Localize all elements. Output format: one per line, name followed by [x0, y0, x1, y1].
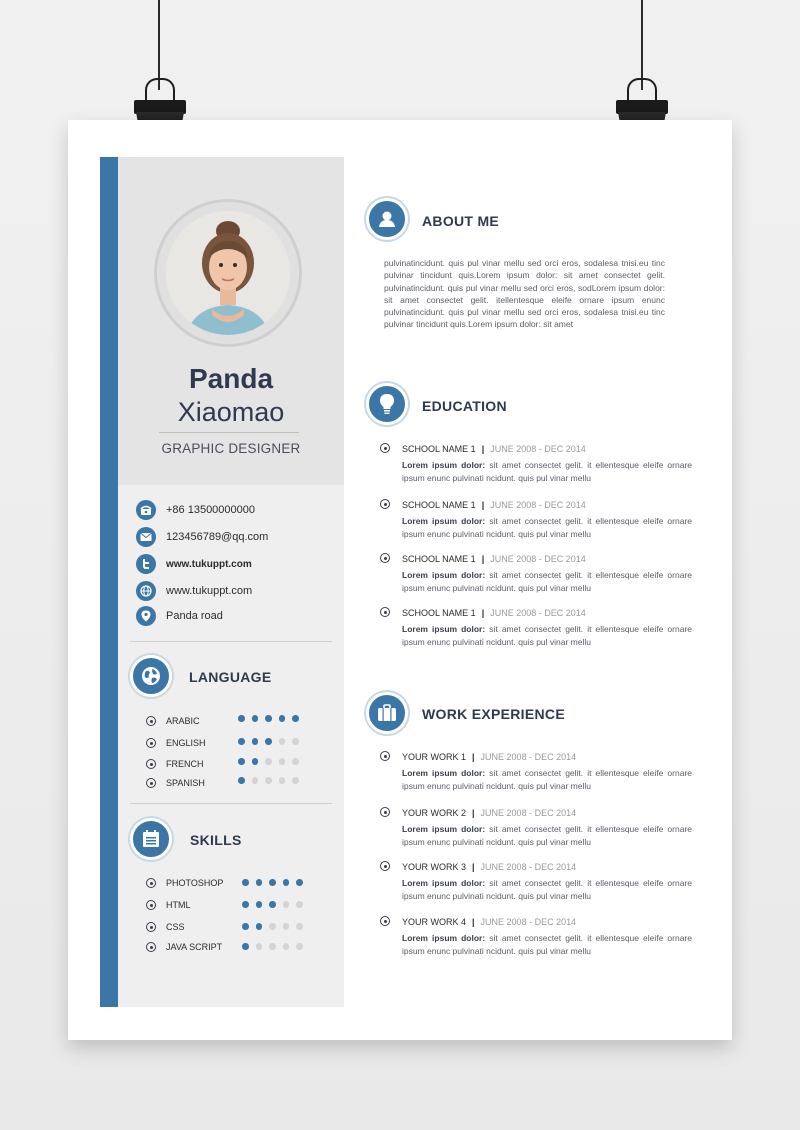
- bullet-icon: [380, 499, 390, 509]
- separator: |: [481, 444, 485, 454]
- education-entry: [402, 553, 692, 594]
- entry-lead: Lorem ipsum dolor:: [402, 570, 486, 580]
- rating-dot-filled: [292, 715, 299, 722]
- about-text: pulvinatincidunt. quis pul vinar mellu sed orci eros, sodalesa tnisi.eu tinc pulvinar tincidunt quis.Lorem ipsum dolor: sit amet consectet gelit. pulvinatincidunt. quis pul vinar mellu sed orci eros, sodLorem ipsum dolor: sit amet consectet gelit. itellentesque eleife ornare ipsum enunc pulvinatincidunt. quis pul vinar mellu sed orci eros, sodalesa tnisi.eu tinc pulvinar tincidunt quis.Lorem ipsum dolor: sit amet: [384, 258, 665, 330]
- rating-dot-filled: [242, 879, 249, 886]
- bullet-icon: [146, 878, 156, 888]
- separator: |: [481, 608, 485, 618]
- language-label: ARABIC: [166, 716, 200, 726]
- bullet-icon: [380, 807, 390, 817]
- skill-item: [146, 940, 236, 954]
- entry-text: sit amet consectet gelit. it ellentesque eleife ornare ipsum enunc pulvinati ncidunt. quis pul vinar mellu: [402, 878, 692, 901]
- skill-rating: [242, 923, 303, 930]
- separator: |: [472, 862, 475, 872]
- rating-dot-filled: [238, 777, 245, 784]
- language-item: [146, 736, 236, 750]
- entry-name: YOUR WORK 3: [402, 862, 467, 872]
- rating-dot-empty: [256, 943, 263, 950]
- rating-dot-filled: [238, 758, 245, 765]
- language-rating: [238, 777, 299, 784]
- skill-label: CSS: [166, 922, 185, 932]
- contact-phone: [136, 500, 255, 520]
- skills-section-icon: [130, 818, 172, 860]
- skill-label: JAVA SCRIPT: [166, 942, 223, 952]
- separator: |: [472, 917, 475, 927]
- rating-dot-empty: [292, 738, 299, 745]
- contact-text: www.tukuppt.com: [166, 585, 253, 597]
- phone-icon: [136, 500, 156, 520]
- entry-lead: Lorem ipsum dolor:: [402, 933, 486, 943]
- language-title: LANGUAGE: [189, 669, 272, 685]
- rating-dot-empty: [292, 777, 299, 784]
- entry-name: SCHOOL NAME 1: [402, 554, 476, 564]
- language-rating: [238, 715, 299, 722]
- bullet-icon: [146, 778, 156, 788]
- contact-text: Panda road: [166, 610, 223, 622]
- bullet-icon: [380, 916, 390, 926]
- education-entry: [402, 499, 692, 540]
- rating-dot-filled: [238, 715, 245, 722]
- accent-stripe: [100, 157, 118, 1007]
- lightbulb-icon: [378, 393, 396, 415]
- rating-dot-filled: [265, 738, 272, 745]
- rating-dot-empty: [265, 758, 272, 765]
- about-title: ABOUT ME: [422, 213, 500, 229]
- briefcase-icon: [377, 704, 397, 722]
- rating-dot-filled: [256, 879, 263, 886]
- separator: |: [481, 500, 485, 510]
- entry-lead: Lorem ipsum dolor:: [402, 460, 486, 470]
- entry-text: sit amet consectet gelit. it ellentesque eleife ornare ipsum enunc pulvinati ncidunt. quis pul vinar mellu: [402, 516, 692, 539]
- bullet-icon: [146, 900, 156, 910]
- language-section-icon: [130, 655, 172, 697]
- entry-date: JUNE 2008 - DEC 2014: [480, 808, 577, 818]
- rating-dot-empty: [296, 923, 303, 930]
- bullet-icon: [146, 738, 156, 748]
- entry-text: sit amet consectet gelit. it ellentesque eleife ornare ipsum enunc pulvinati ncidunt. quis pul vinar mellu: [402, 768, 692, 791]
- work-entry: [402, 807, 692, 848]
- education-entry: [402, 443, 692, 484]
- work-entry: [402, 861, 692, 902]
- bullet-icon: [380, 607, 390, 617]
- bullet-icon: [146, 716, 156, 726]
- language-rating: [238, 738, 299, 745]
- separator: |: [472, 752, 475, 762]
- globe-icon: [140, 665, 162, 687]
- entry-date: JUNE 2008 - DEC 2014: [490, 500, 586, 510]
- divider: [130, 641, 332, 642]
- sidebar: [118, 157, 344, 1007]
- about-section-icon: [366, 198, 408, 240]
- language-label: SPANISH: [166, 778, 205, 788]
- email-icon: [136, 527, 156, 547]
- rating-dot-filled: [256, 923, 263, 930]
- entry-lead: Lorem ipsum dolor:: [402, 824, 486, 834]
- divider: [159, 432, 299, 433]
- rating-dot-filled: [296, 879, 303, 886]
- separator: |: [481, 554, 485, 564]
- rating-dot-empty: [269, 943, 276, 950]
- bullet-icon: [380, 553, 390, 563]
- contact-address: [136, 606, 223, 626]
- contact-text: 123456789@qq.com: [166, 531, 269, 543]
- rating-dot-filled: [283, 879, 290, 886]
- language-rating: [238, 758, 299, 765]
- entry-name: SCHOOL NAME 1: [402, 444, 476, 454]
- rating-dot-filled: [242, 923, 249, 930]
- rating-dot-empty: [279, 758, 286, 765]
- job-title: GRAPHIC DESIGNER: [161, 441, 301, 456]
- entry-name: SCHOOL NAME 1: [402, 608, 476, 618]
- rating-dot-filled: [252, 758, 259, 765]
- contact-text: www.tukuppt.com: [166, 558, 252, 570]
- education-section-icon: [366, 383, 408, 425]
- entry-lead: Lorem ipsum dolor:: [402, 624, 486, 634]
- skill-rating: [242, 901, 303, 908]
- entry-date: JUNE 2008 - DEC 2014: [490, 608, 586, 618]
- skill-item: [146, 876, 236, 890]
- work-section-icon: [366, 692, 408, 734]
- bullet-icon: [146, 759, 156, 769]
- separator: |: [472, 808, 475, 818]
- entry-date: JUNE 2008 - DEC 2014: [480, 917, 577, 927]
- language-item: [146, 776, 236, 790]
- education-entry: [402, 607, 692, 648]
- entry-name: YOUR WORK 2: [402, 808, 467, 818]
- rating-dot-filled: [269, 879, 276, 886]
- language-item: [146, 757, 236, 771]
- bullet-icon: [380, 861, 390, 871]
- skill-rating: [242, 943, 303, 950]
- entry-lead: Lorem ipsum dolor:: [402, 768, 486, 778]
- resume-sheet: [68, 120, 732, 1040]
- skills-title: SKILLS: [190, 832, 242, 848]
- avatar: [166, 211, 290, 335]
- rating-dot-filled: [238, 738, 245, 745]
- language-label: ENGLISH: [166, 738, 206, 748]
- entry-text: sit amet consectet gelit. it ellentesque eleife ornare ipsum enunc pulvinati ncidunt. quis pul vinar mellu: [402, 824, 692, 847]
- twitter-icon: [136, 554, 156, 574]
- rating-dot-empty: [265, 777, 272, 784]
- entry-text: sit amet consectet gelit. it ellentesque eleife ornare ipsum enunc pulvinati ncidunt. quis pul vinar mellu: [402, 460, 692, 483]
- rating-dot-empty: [283, 901, 290, 908]
- entry-name: YOUR WORK 4: [402, 917, 467, 927]
- contact-text: +86 13500000000: [166, 504, 256, 516]
- contact-twitter: [136, 554, 252, 574]
- rating-dot-filled: [269, 901, 276, 908]
- contact-website: [136, 581, 252, 601]
- location-pin-icon: [136, 606, 156, 626]
- rating-dot-filled: [242, 901, 249, 908]
- rating-dot-empty: [279, 777, 286, 784]
- hanging-wire-left: [158, 0, 160, 90]
- avatar-frame: [154, 199, 302, 347]
- rating-dot-empty: [296, 943, 303, 950]
- rating-dot-filled: [252, 738, 259, 745]
- bullet-icon: [380, 443, 390, 453]
- skill-item: [146, 898, 236, 912]
- entry-lead: Lorem ipsum dolor:: [402, 878, 486, 888]
- rating-dot-empty: [292, 758, 299, 765]
- rating-dot-empty: [252, 777, 259, 784]
- calendar-icon: [141, 829, 161, 849]
- skill-item: [146, 920, 236, 934]
- rating-dot-filled: [242, 943, 249, 950]
- first-name: Panda: [188, 363, 274, 394]
- user-icon: [377, 209, 397, 229]
- bullet-icon: [146, 922, 156, 932]
- entry-lead: Lorem ipsum dolor:: [402, 516, 486, 526]
- rating-dot-filled: [256, 901, 263, 908]
- rating-dot-empty: [283, 923, 290, 930]
- rating-dot-filled: [279, 715, 286, 722]
- entry-text: sit amet consectet gelit. it ellentesque eleife ornare ipsum enunc pulvinati ncidunt. quis pul vinar mellu: [402, 570, 692, 593]
- hanging-wire-right: [641, 0, 643, 90]
- entry-date: JUNE 2008 - DEC 2014: [490, 444, 586, 454]
- globe-icon: [136, 581, 156, 601]
- rating-dot-empty: [283, 943, 290, 950]
- work-entry: [402, 916, 692, 957]
- entry-text: sit amet consectet gelit. it ellentesque eleife ornare ipsum enunc pulvinati ncidunt. quis pul vinar mellu: [402, 933, 692, 956]
- entry-date: JUNE 2008 - DEC 2014: [480, 862, 577, 872]
- entry-date: JUNE 2008 - DEC 2014: [480, 752, 577, 762]
- education-title: EDUCATION: [422, 398, 507, 414]
- language-label: FRENCH: [166, 759, 204, 769]
- rating-dot-empty: [296, 901, 303, 908]
- entry-text: sit amet consectet gelit. it ellentesque eleife ornare ipsum enunc pulvinati ncidunt. quis pul vinar mellu: [402, 624, 692, 647]
- skill-rating: [242, 879, 303, 886]
- rating-dot-empty: [279, 738, 286, 745]
- entry-date: JUNE 2008 - DEC 2014: [490, 554, 586, 564]
- bullet-icon: [380, 751, 390, 761]
- last-name: Xiaomao: [177, 397, 285, 427]
- profile-header: [118, 157, 344, 485]
- entry-name: SCHOOL NAME 1: [402, 500, 476, 510]
- skill-label: HTML: [166, 900, 191, 910]
- rating-dot-filled: [265, 715, 272, 722]
- divider: [130, 803, 332, 804]
- bullet-icon: [146, 942, 156, 952]
- language-item: [146, 714, 236, 728]
- work-entry: [402, 751, 692, 792]
- contact-email: [136, 527, 268, 547]
- work-title: WORK EXPERIENCE: [422, 706, 565, 722]
- rating-dot-filled: [252, 715, 259, 722]
- entry-name: YOUR WORK 1: [402, 752, 467, 762]
- skill-label: PHOTOSHOP: [166, 878, 224, 888]
- rating-dot-empty: [269, 923, 276, 930]
